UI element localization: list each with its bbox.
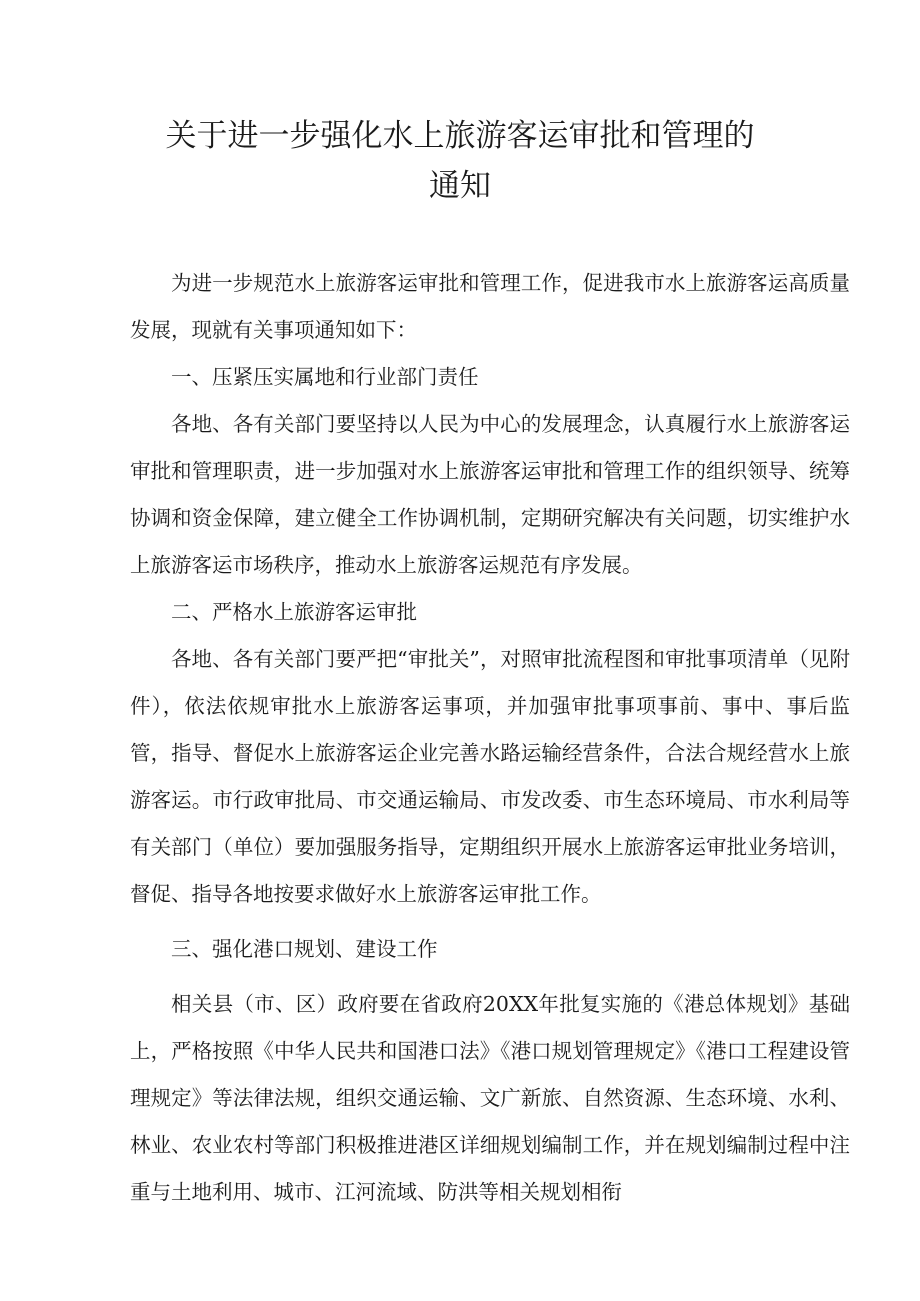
document-title-line-1: 关于进一步强化水上旅游客运审批和管理的 — [165, 118, 755, 154]
section-1-heading: 一、压紧压实属地和行业部门责任 — [171, 365, 479, 389]
document-title-line-2: 通知 — [429, 168, 491, 204]
section-1-text: 各地、各有关部门要坚持以人民为中心的发展理念，认真履行水上旅游客运审批和管理职责，进一步加强对水上旅游客运审批和管理工作的组织领导、统筹协调和资金保障，建立健全工作协调机制，定期研究解决有关问题，切实维护水上旅游客运市场秩序，推动水上旅游客运规范有序发展。 — [130, 412, 850, 577]
section-2-text: 各地、各有关部门要严把“审批关”，对照审批流程图和审批事项清单（见附件），依法依规审批水上旅游客运事项，并加强审批事项事前、事中、事后监管，指导、督促水上旅游客运企业完善水路运输经营条件，合法合规经营水上旅游客运。市行政审批局、市交通运输局、市发改委、市生态环境局、市水利局等有关部门（单位）要加强服务指导，定期组织开展水上旅游客运审批业务培训，督促、指导各地按要求做好水上旅游客运审批工作。 — [130, 647, 850, 906]
document-body — [130, 260, 850, 1216]
section-3-heading: 三、强化港口规划、建设工作 — [171, 937, 438, 961]
section-2-heading: 二、严格水上旅游客运审批 — [171, 600, 417, 624]
section-3-text: 相关县（市、区）政府要在省政府20XX年批复实施的《港总体规划》基础上，严格按照《中华人民共和国港口法》《港口规划管理规定》《港口工程建设管理规定》等法律法规，组织交通运输、文广新旅、自然资源、生态环境、水利、林业、农业农村等部门积极推进港区详细规划编制工作，并在规划编制过程中注重与土地利用、城市、江河流域、防洪等相关规划相衔 — [130, 992, 850, 1204]
intro-paragraph: 为进一步规范水上旅游客运审批和管理工作，促进我市水上旅游客运高质量发展，现就有关事项通知如下： — [130, 271, 850, 342]
